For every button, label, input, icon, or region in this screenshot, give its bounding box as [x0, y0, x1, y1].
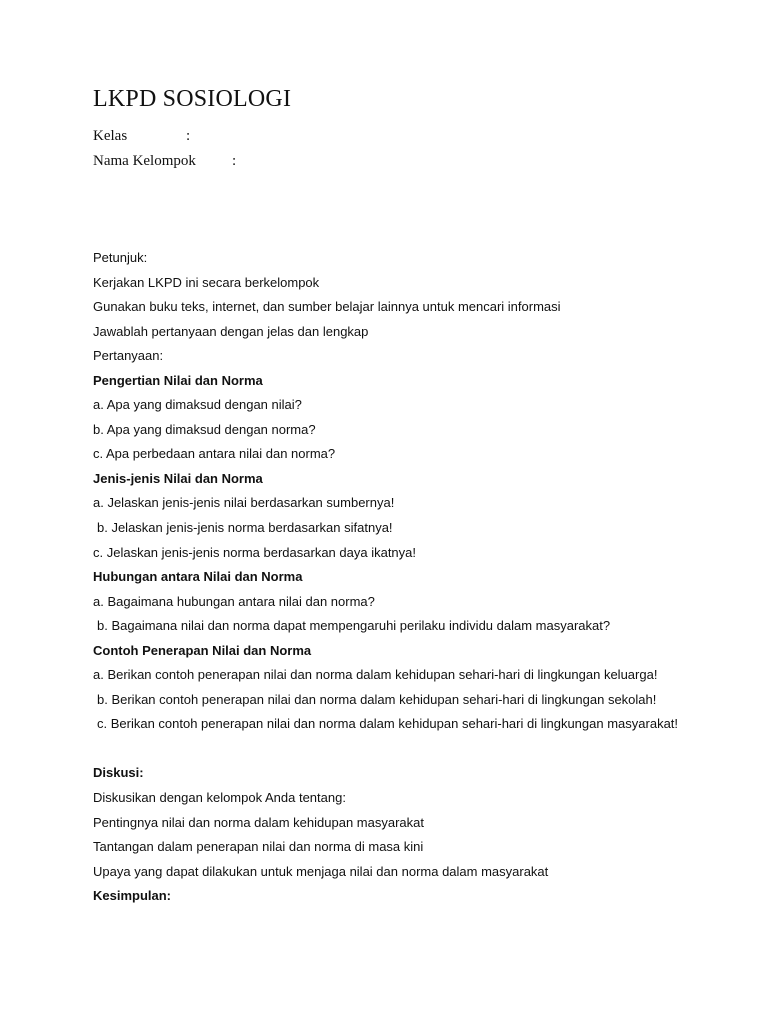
- document-body: [93, 248, 733, 911]
- field-kelas: [93, 128, 191, 145]
- question-item: a. Berikan contoh penerapan nilai dan norma dalam kehidupan sehari-hari di lingkungan keluarga!: [93, 667, 658, 683]
- question-item: b. Apa yang dimaksud dengan norma?: [93, 421, 316, 437]
- question-item: c. Apa perbedaan antara nilai dan norma?: [93, 446, 336, 462]
- field-nama-kelompok: [93, 153, 237, 170]
- field-nama-kelompok-label: Nama Kelompok: [93, 153, 196, 169]
- question-item: a. Jelaskan jenis-jenis nilai berdasarkan sumbernya!: [93, 495, 395, 511]
- diskusi-item: Tantangan dalam penerapan nilai dan norma di masa kini: [93, 839, 424, 855]
- field-kelas-label: Kelas: [93, 128, 128, 144]
- blank-line: [93, 739, 733, 764]
- petunjuk-item: Gunakan buku teks, internet, dan sumber belajar lainnya untuk mencari informasi: [93, 299, 561, 315]
- question-item: b. Bagaimana nilai dan norma dapat mempengaruhi perilaku individu dalam masyarakat?: [97, 618, 611, 634]
- pertanyaan-heading: Pertanyaan:: [93, 348, 164, 364]
- section-title: Jenis-jenis Nilai dan Norma: [93, 470, 263, 486]
- diskusi-intro: Diskusikan dengan kelompok Anda tentang:: [93, 790, 346, 806]
- field-kelas-colon: :: [186, 128, 191, 144]
- diskusi-item: Upaya yang dapat dilakukan untuk menjaga nilai dan norma dalam masyarakat: [93, 863, 549, 879]
- section-title: Pengertian Nilai dan Norma: [93, 372, 263, 388]
- petunjuk-item: Jawablah pertanyaan dengan jelas dan lengkap: [93, 323, 369, 339]
- question-item: c. Jelaskan jenis-jenis norma berdasarkan daya ikatnya!: [93, 544, 417, 560]
- question-item: b. Berikan contoh penerapan nilai dan norma dalam kehidupan sehari-hari di lingkungan sekolah!: [97, 691, 657, 707]
- section-title: Contoh Penerapan Nilai dan Norma: [93, 642, 312, 658]
- section-title: Hubungan antara Nilai dan Norma: [93, 569, 303, 585]
- question-item: a. Bagaimana hubungan antara nilai dan norma?: [93, 593, 375, 609]
- question-item: a. Apa yang dimaksud dengan nilai?: [93, 397, 302, 413]
- diskusi-heading: Diskusi:: [93, 765, 144, 781]
- field-nama-kelompok-colon: :: [232, 153, 237, 169]
- kesimpulan-heading: Kesimpulan:: [93, 888, 172, 904]
- question-item: c. Berikan contoh penerapan nilai dan norma dalam kehidupan sehari-hari di lingkungan masyarakat!: [97, 716, 679, 732]
- question-item: b. Jelaskan jenis-jenis norma berdasarkan sifatnya!: [97, 520, 393, 536]
- petunjuk-item: Kerjakan LKPD ini secara berkelompok: [93, 274, 320, 290]
- document-title: LKPD SOSIOLOGI: [93, 86, 292, 112]
- diskusi-item: Pentingnya nilai dan norma dalam kehidupan masyarakat: [93, 814, 424, 830]
- petunjuk-heading: Petunjuk:: [93, 250, 148, 265]
